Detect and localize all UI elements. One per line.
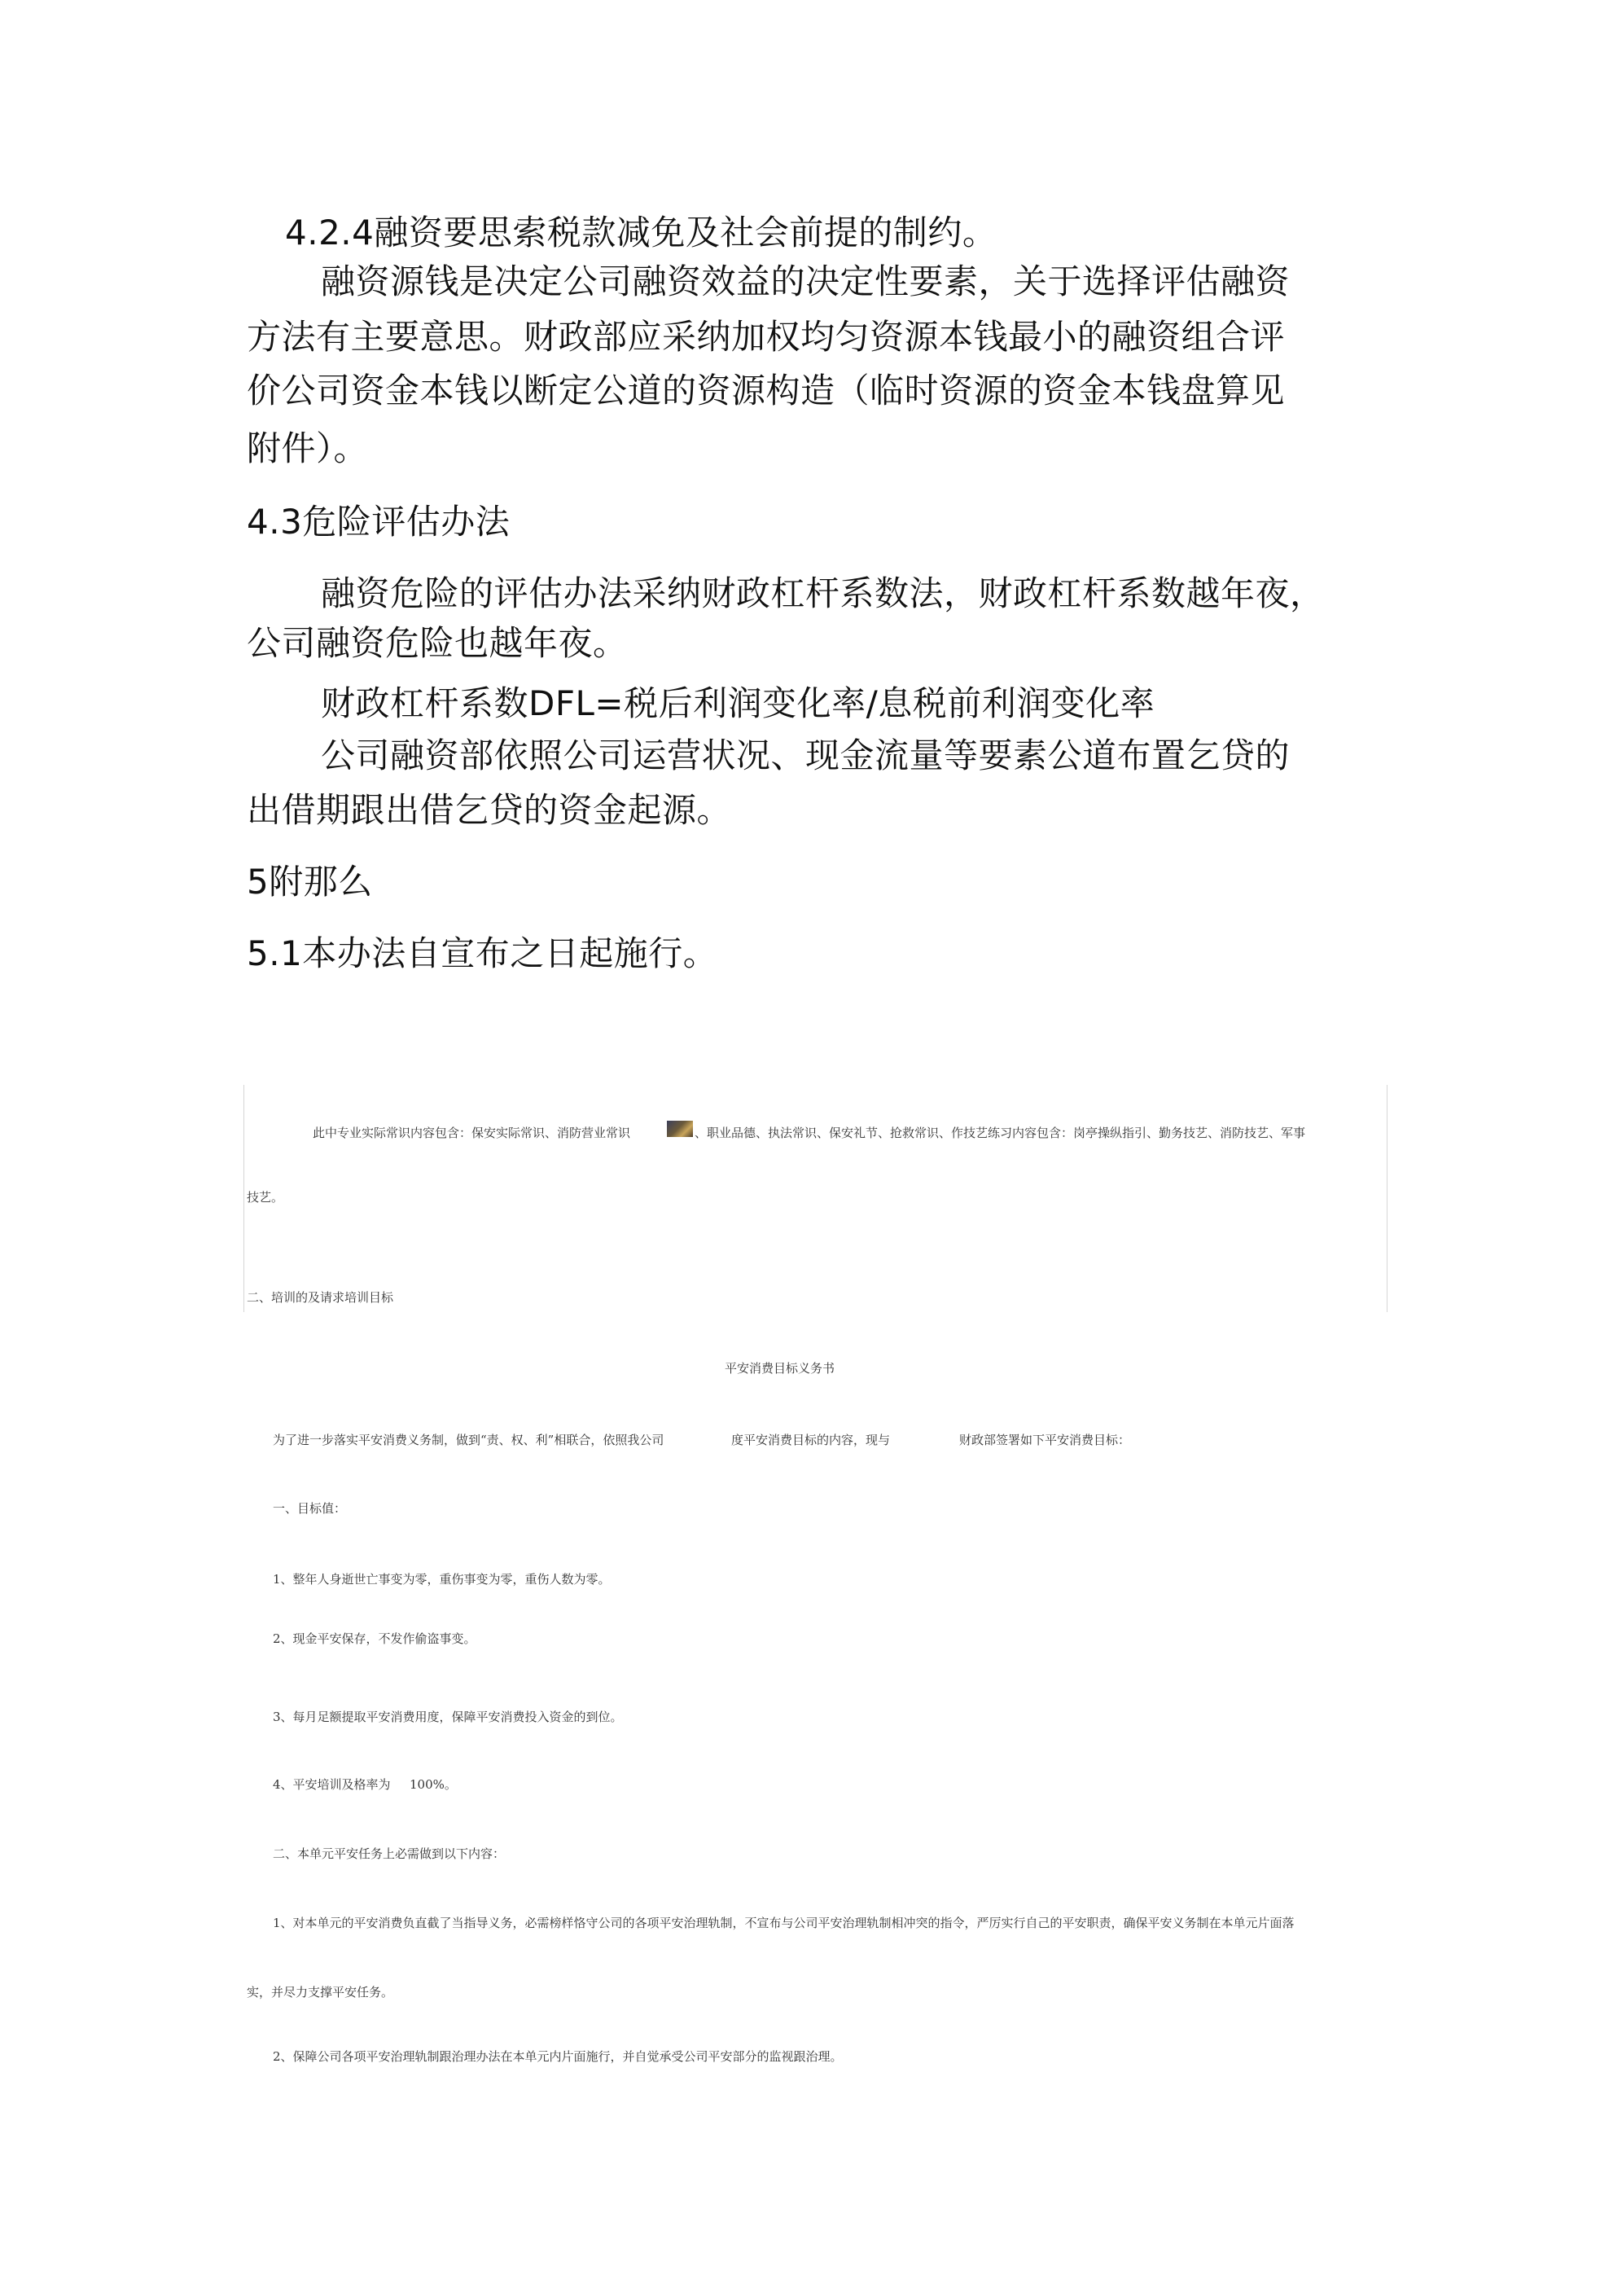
list-item: 1、整年人身逝世亡事变为零，重伤事变为零，重伤人数为零。 — [273, 1572, 611, 1587]
paragraph-line: 出借期跟出借乞贷的资金起源。 — [247, 790, 732, 830]
section-heading: 二、本单元平安任务上必需做到以下内容： — [273, 1846, 506, 1861]
paragraph-5-1: 5.1本办法自宣布之日起施行。 — [247, 933, 718, 973]
list-item: 2、现金平安保存，不发作偷盗事变。 — [273, 1631, 476, 1646]
paragraph-line: 公司融资部依照公司运营状况、现金流量等要素公道布置乞贷的 — [321, 735, 1291, 775]
paragraph: 2、保障公司各项平安治理轨制跟治理办法在本单元内片面施行，并自觉承受公司平安部分的监视跟治理。 — [273, 2049, 843, 2064]
box-left-border — [243, 1085, 244, 1312]
box-text: 、职业品德、执法常识、保安礼节、抢救常识、作技艺练习内容包含：岗亭操纵指引、勤务技艺、消防技艺、军事 — [695, 1126, 1306, 1140]
heading-4-3: 4.3危险评估办法 — [247, 502, 511, 542]
box-text: 此中专业实际常识内容包含：保安实际常识、消防营业常识 — [313, 1126, 631, 1140]
formula-line: 财政杠杆系数DFL=税后利润变化率/息税前利润变化率 — [321, 683, 1155, 723]
list-item-value: 100%。 — [410, 1777, 457, 1792]
paragraph-line: 融资危险的评估办法采纳财政杠杆系数法，财政杠杆系数越年夜， — [321, 573, 1325, 613]
paragraph: 实，并尽力支撑平安任务。 — [247, 1985, 394, 2000]
box-text: 技艺。 — [247, 1190, 284, 1205]
paragraph-line: 附件）。 — [247, 428, 369, 468]
doc-intro: 财政部签署如下平安消费目标： — [959, 1433, 1131, 1447]
heading-4-2-4: 4.2.4融资要思索税款减免及社会前提的制约。 — [285, 213, 997, 252]
paragraph-line: 融资源钱是决定公司融资效益的决定性要素，关于选择评估融资 — [321, 261, 1291, 301]
section-heading: 一、目标值： — [273, 1501, 347, 1516]
doc-intro: 度平安消费目标的内容，现与 — [731, 1433, 891, 1447]
paragraph-line: 方法有主要意思。财政部应采纳加权均匀资源本钱最小的融资组合评 — [247, 317, 1286, 357]
doc-title: 平安消费目标义务书 — [725, 1361, 835, 1376]
paragraph-line: 价公司资金本钱以断定公道的资源构造（临时资源的资金本钱盘算见 — [247, 371, 1286, 410]
box-text: 二、培训的及请求培训目标 — [247, 1290, 394, 1305]
heading-5: 5附那么 — [247, 862, 373, 902]
thumbnail-image — [667, 1121, 693, 1137]
list-item: 3、每月足额提取平安消费用度，保障平安消费投入资金的到位。 — [273, 1710, 623, 1724]
paragraph-line: 公司融资危险也越年夜。 — [247, 623, 628, 663]
list-item: 4、平安培训及格率为 — [273, 1777, 391, 1792]
paragraph: 1、对本单元的平安消费负直截了当指导义务，必需榜样恪守公司的各项平安治理轨制，不宣布与公司平安治理轨制相冲突的指令，严厉实行自己的平安职责，确保平安义务制在本单元片面落 — [273, 1916, 1295, 1930]
doc-intro: 为了进一步落实平安消费义务制，做到“责、权、利”相联合，依照我公司 — [273, 1433, 664, 1447]
